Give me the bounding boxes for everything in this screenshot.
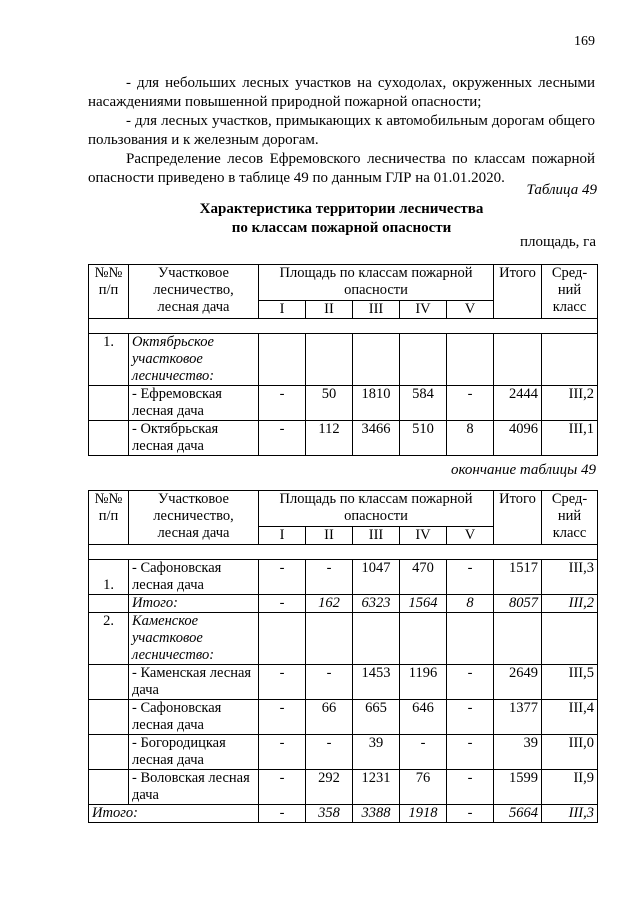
cell-class-3: 6323	[353, 595, 400, 613]
header-class-5: V	[447, 527, 494, 545]
header-row	[89, 265, 598, 301]
table-row-group	[89, 334, 598, 386]
cell-avg: III,0	[542, 735, 598, 770]
row-name: - Каменская лесная дача	[129, 665, 259, 700]
cell-avg: III,3	[542, 560, 598, 595]
table-row	[89, 770, 598, 805]
cell-class-5: 8	[447, 595, 494, 613]
cell-total: 39	[494, 735, 542, 770]
row-num: 2.	[89, 613, 129, 665]
cell-total: 8057	[494, 595, 542, 613]
table-row	[89, 560, 598, 595]
table-row	[89, 421, 598, 456]
cell-class-2: -	[306, 735, 353, 770]
cell-class-3: 665	[353, 700, 400, 735]
cell-class-4: 584	[400, 386, 447, 421]
paragraph-small-plots: - для небольших лесных участков на суходолах, окруженных лесными насаждениями повышенной природной пожарной опасности;	[88, 75, 595, 110]
header-class-4: IV	[400, 301, 447, 319]
table-row	[89, 700, 598, 735]
cell-class-2: -	[306, 560, 353, 595]
continuation-caption: окончание таблицы 49	[450, 462, 596, 478]
paragraph-distribution: Распределение лесов Ефремовского лесничества по классам пожарной опасности приведено в таблице 49 по данным ГЛР на 01.01.2020.	[88, 151, 595, 186]
cell-class-2: 66	[306, 700, 353, 735]
header-num: №№ п/п	[89, 491, 129, 545]
cell-total: 4096	[494, 421, 542, 456]
cell-class-5: -	[447, 665, 494, 700]
cell-class-5: -	[447, 735, 494, 770]
header-class-2: II	[306, 527, 353, 545]
row-name: - Богородицкая лесная дача	[129, 735, 259, 770]
paragraph-roadside-plots: - для лесных участков, примыкающих к автомобильным дорогам общего пользования и к железным дорогам.	[88, 113, 595, 148]
cell-class-4: -	[400, 735, 447, 770]
fire-class-table-part-1	[88, 264, 598, 456]
cell-class-1: -	[259, 386, 306, 421]
cell-class-1: -	[259, 595, 306, 613]
cell-avg: III,1	[542, 421, 598, 456]
cell-class-3: 39	[353, 735, 400, 770]
table-row	[89, 735, 598, 770]
cell-class-4: 1918	[400, 805, 447, 823]
table-row	[89, 665, 598, 700]
subtotal-label: Итого:	[129, 595, 259, 613]
header-forestry: Участковое лесничество, лесная дача	[129, 491, 259, 545]
cell-class-1: -	[259, 735, 306, 770]
header-num: №№ п/п	[89, 265, 129, 319]
cell-class-5: -	[447, 805, 494, 823]
cell-class-4: 76	[400, 770, 447, 805]
cell-class-3: 1047	[353, 560, 400, 595]
header-row	[89, 491, 598, 527]
header-class-1: I	[259, 301, 306, 319]
cell-total: 2649	[494, 665, 542, 700]
cell-class-2: 162	[306, 595, 353, 613]
header-class-3: III	[353, 301, 400, 319]
spacer-row	[89, 545, 598, 560]
cell-class-1: -	[259, 770, 306, 805]
cell-class-2: -	[306, 665, 353, 700]
cell-avg: II,9	[542, 770, 598, 805]
row-name: - Воловская лесная дача	[129, 770, 259, 805]
row-name: - Сафоновская лесная дача	[129, 700, 259, 735]
spacer-row	[89, 319, 598, 334]
cell-avg: III,5	[542, 665, 598, 700]
cell-class-5: -	[447, 770, 494, 805]
header-avg-class: Сред- ний класс	[542, 265, 598, 319]
row-name: - Ефремовская лесная дача	[129, 386, 259, 421]
cell-total: 1377	[494, 700, 542, 735]
table-caption: Таблица 49	[526, 182, 597, 198]
table-title	[88, 200, 595, 238]
cell-class-2: 112	[306, 421, 353, 456]
row-name: Каменское участковое лесничество:	[129, 613, 259, 665]
cell-total: 2444	[494, 386, 542, 421]
header-total: Итого	[494, 265, 542, 319]
cell-total: 1517	[494, 560, 542, 595]
cell-avg: III,2	[542, 595, 598, 613]
cell-class-1: -	[259, 665, 306, 700]
header-class-3: III	[353, 527, 400, 545]
header-area-by-class: Площадь по классам пожарной опасности	[259, 491, 494, 527]
cell-class-2: 292	[306, 770, 353, 805]
subtotal-row	[89, 595, 598, 613]
cell-class-4: 470	[400, 560, 447, 595]
row-num: 1.	[89, 334, 129, 386]
total-label: Итого:	[89, 805, 259, 823]
cell-class-3: 1453	[353, 665, 400, 700]
table-row	[89, 386, 598, 421]
cell-total: 5664	[494, 805, 542, 823]
cell-class-3: 1231	[353, 770, 400, 805]
cell-class-5: -	[447, 560, 494, 595]
grand-total-row	[89, 805, 598, 823]
cell-class-4: 1564	[400, 595, 447, 613]
cell-class-3: 1810	[353, 386, 400, 421]
cell-class-4: 510	[400, 421, 447, 456]
row-name: - Октябрьская лесная дача	[129, 421, 259, 456]
table-title-line-2: по классам пожарной опасности	[231, 220, 452, 236]
cell-total: 1599	[494, 770, 542, 805]
header-class-2: II	[306, 301, 353, 319]
row-name: Октябрьское участковое лесничество:	[129, 334, 259, 386]
header-total: Итого	[494, 491, 542, 545]
cell-class-1: -	[259, 805, 306, 823]
cell-class-2: 50	[306, 386, 353, 421]
cell-class-1: -	[259, 560, 306, 595]
fire-class-table-part-2	[88, 490, 598, 823]
header-class-4: IV	[400, 527, 447, 545]
table-title-line-1: Характеристика территории лесничества	[199, 201, 484, 217]
header-area-by-class: Площадь по классам пожарной опасности	[259, 265, 494, 301]
cell-class-1: -	[259, 700, 306, 735]
header-class-1: I	[259, 527, 306, 545]
header-class-5: V	[447, 301, 494, 319]
cell-class-5: -	[447, 700, 494, 735]
unit-label: площадь, га	[519, 234, 596, 250]
cell-avg: III,2	[542, 386, 598, 421]
cell-avg: III,3	[542, 805, 598, 823]
header-forestry: Участковое лесничество, лесная дача	[129, 265, 259, 319]
cell-avg: III,4	[542, 700, 598, 735]
cell-class-1: -	[259, 421, 306, 456]
row-name: - Сафоновская лесная дача	[129, 560, 259, 595]
cell-class-2: 358	[306, 805, 353, 823]
header-avg-class: Сред- ний класс	[542, 491, 598, 545]
page-number: 169	[574, 34, 595, 49]
cell-class-3: 3388	[353, 805, 400, 823]
cell-class-5: 8	[447, 421, 494, 456]
row-num: 1.	[89, 560, 129, 595]
cell-class-5: -	[447, 386, 494, 421]
table-row-group	[89, 613, 598, 665]
cell-class-4: 646	[400, 700, 447, 735]
cell-class-4: 1196	[400, 665, 447, 700]
cell-class-3: 3466	[353, 421, 400, 456]
